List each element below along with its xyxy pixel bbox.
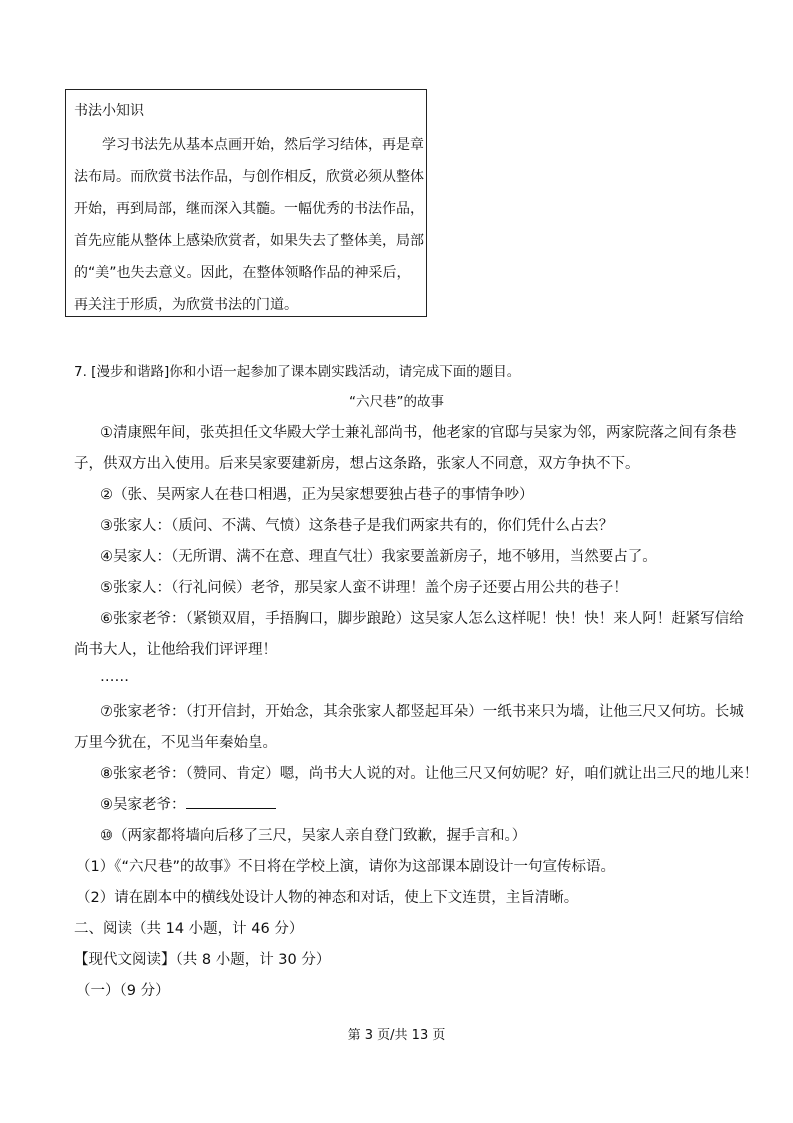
script-line: 子，供双方出入使用。后来吴家要建新房，想占这条路，张家人不同意，双方争执不下。 bbox=[74, 456, 640, 472]
script-line: ②（张、吴两家人在巷口相遇，正为吴家想要独占巷子的事情争吵） bbox=[100, 487, 534, 503]
script-line: ⑧张家老爷：（赞同、肯定）嗯，尚书大人说的对。让他三尺又何妨呢？好，咱们就让出三尺的地儿来！ bbox=[100, 766, 759, 782]
script-line: ④吴家人：（无所谓、满不在意、理直气壮）我家要盖新房子，地不够用，当然要占了。 bbox=[100, 549, 657, 565]
script-line: ⑦张家老爷：（打开信封，开始念，其余张家人都竖起耳朵）一纸书来只为墙，让他三尺又何坊。长城 bbox=[100, 704, 744, 720]
script-line: ①清康熙年间，张英担任文华殿大学士兼礼部尚书，他老家的官邸与吴家为邻，两家院落之间有条巷 bbox=[100, 425, 737, 441]
play-title: “六尺巷”的故事 bbox=[349, 394, 444, 410]
script-line: ⑤张家人：（行礼问候）老爷，那吴家人蛮不讲理！盖个房子还要占用公共的巷子！ bbox=[100, 580, 628, 596]
box-line: 首先应能从整体上感染欣赏者，如果失去了整体美，局部 bbox=[74, 233, 424, 249]
answer-blank[interactable] bbox=[186, 796, 276, 809]
question-7-prompt: 7. [漫步和谐路]你和小语一起参加了课本剧实践活动，请完成下面的题目。 bbox=[74, 364, 521, 380]
calligraphy-knowledge-box bbox=[65, 89, 427, 317]
script-line: ③张家人：（质问、不满、气愤）这条巷子是我们两家共有的，你们凭什么占去？ bbox=[100, 518, 614, 534]
script-line: ⑥张家老爷：（紧锁双眉，手捂胸口，脚步踉跄）这吴家人怎么这样呢！快！快！来人阿！赶紧写信给 bbox=[100, 611, 744, 627]
script-line: ⑩（两家都将墙向后移了三尺，吴家人亲自登门致歉，握手言和。） bbox=[100, 828, 527, 844]
section-subheading: 【现代文阅读】（共 8 小题，计 30 分） bbox=[74, 952, 331, 968]
section-heading: 二、阅读（共 14 小题，计 46 分） bbox=[74, 921, 304, 937]
box-line: 法布局。而欣赏书法作品，与创作相反，欣赏必须从整体 bbox=[74, 169, 424, 185]
box-line: 的“美”也失去意义。因此，在整体领略作品的神采后， bbox=[74, 265, 411, 281]
sub-question-2: （2）请在剧本中的横线处设计人物的神态和对话，使上下文连贯，主旨清晰。 bbox=[76, 890, 579, 906]
script-ellipsis: …… bbox=[100, 669, 129, 685]
sub-question-1: （1）《“六尺巷”的故事》不日将在学校上演，请你为这部课本剧设计一句宣传标语。 bbox=[76, 859, 615, 875]
script-line: 尚书大人，让他给我们评评理！ bbox=[74, 642, 277, 658]
box-line: 再关注于形质，为欣赏书法的门道。 bbox=[74, 297, 298, 313]
box-title: 书法小知识 bbox=[74, 103, 144, 119]
page-footer: 第 3 页/共 13 页 bbox=[347, 1028, 446, 1043]
part-heading: （一）（9 分） bbox=[76, 983, 170, 999]
box-line: 开始，再到局部，继而深入其髓。一幅优秀的书法作品， bbox=[74, 201, 424, 217]
script-line: 万里今犹在，不见当年秦始皇。 bbox=[74, 735, 277, 751]
script-line-with-blank bbox=[100, 793, 276, 814]
script-speaker: ⑨吴家老爷： bbox=[100, 797, 186, 813]
box-line: 学习书法先从基本点画开始，然后学习结体，再是章 bbox=[102, 137, 424, 153]
